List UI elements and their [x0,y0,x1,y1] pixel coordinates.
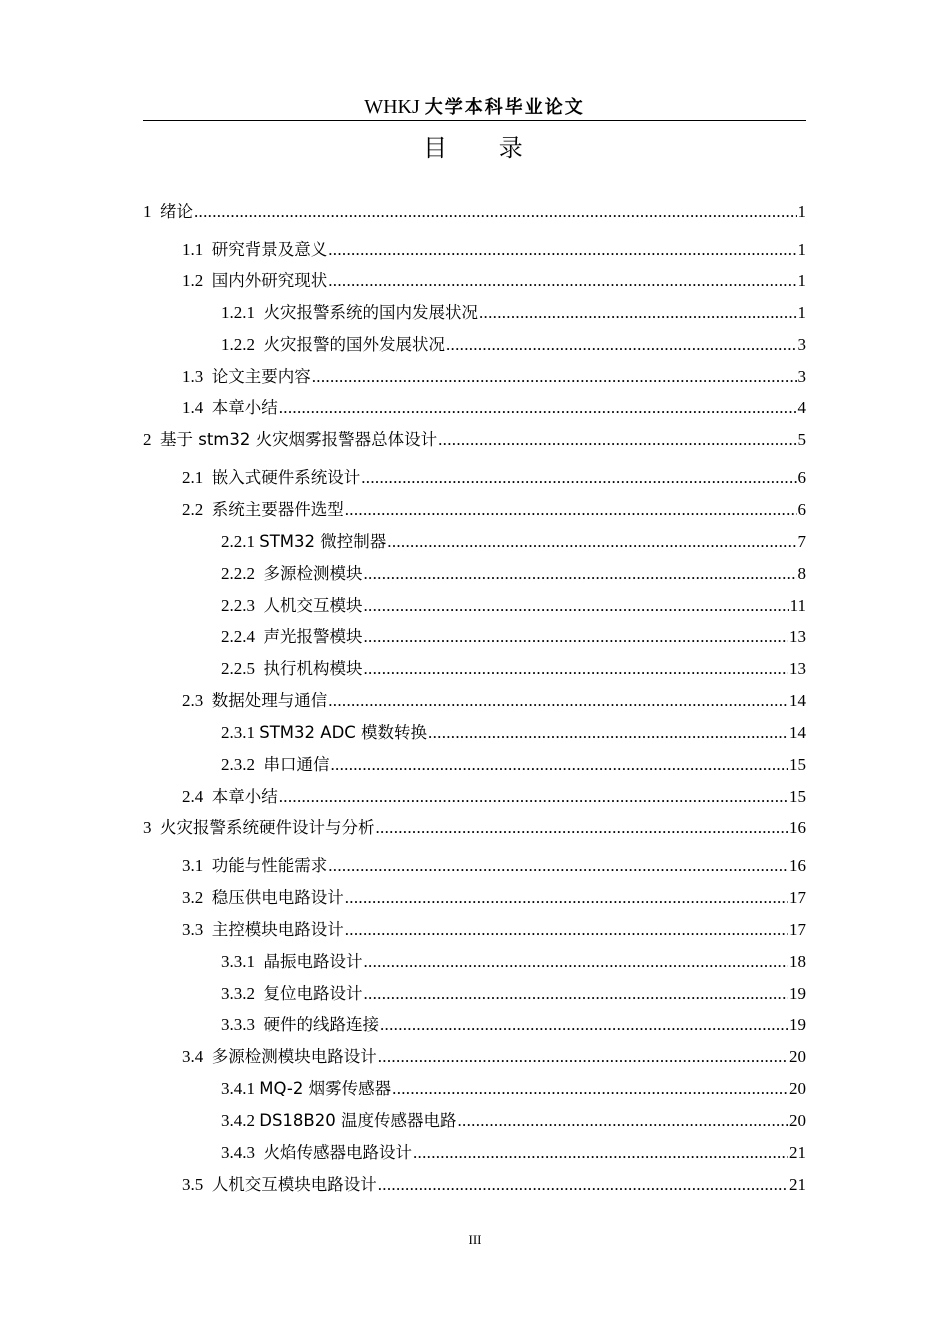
toc-entry[interactable] [221,302,806,324]
toc-leader [328,239,796,261]
toc-number: 3.3.3 [221,1015,255,1034]
toc-leader [364,658,789,680]
header-title: 大学本科毕业论文 [424,97,585,118]
toc-page: 15 [789,787,806,806]
toc-page: 18 [789,952,806,971]
toc-page: 4 [797,398,806,417]
toc-leader [378,1046,788,1068]
toc-leader [194,201,797,223]
toc-entry[interactable] [221,531,806,553]
toc-text: 数据处理与通信 [211,691,328,710]
toc-text: 执行机构模块 [263,659,363,678]
toc-leader [345,499,797,521]
toc-entry[interactable] [182,499,806,521]
toc-leader [428,722,788,744]
toc-number: 1.1 [182,240,204,259]
toc-number: 3.3.2 [221,984,255,1003]
toc-text: 人机交互模块电路设计 [211,1175,377,1194]
toc-number: 2.2.4 [221,627,255,646]
toc-text: 绪论 [160,202,193,221]
toc-text: 复位电路设计 [263,984,363,1003]
toc-entry[interactable] [182,786,806,808]
toc-number: 2.2.2 [221,564,255,583]
toc-text: 火灾报警系统硬件设计与分析 [160,818,375,837]
page-header [143,94,806,121]
toc-leader [380,1014,788,1036]
toc-text: 嵌入式硬件系统设计 [211,468,361,487]
toc-page: 17 [789,888,806,907]
toc-leader [345,919,788,941]
toc-entry[interactable] [182,270,806,292]
toc-entry[interactable] [182,855,806,877]
toc-page: 1 [797,271,806,290]
toc-entry[interactable] [221,334,806,356]
toc-number: 1.2.2 [221,335,255,354]
toc-number: 2.2.5 [221,659,255,678]
toc-page: 3 [797,335,806,354]
toc-page: 15 [789,755,806,774]
toc-text: 火灾报警系统的国内发展状况 [263,303,478,322]
toc-leader [413,1142,788,1164]
toc-entry[interactable] [182,366,806,388]
toc-number: 1.2 [182,271,204,290]
toc-text: 多源检测模块电路设计 [211,1047,377,1066]
toc-leader [364,951,789,973]
toc-text: STM32 微控制器 [259,532,387,551]
toc-page: 20 [789,1047,806,1066]
toc-number: 3.4.1 [221,1079,255,1098]
toc-leader [376,817,789,839]
toc-leader [279,786,788,808]
toc-number: 3 [143,818,152,837]
toc-page: 20 [789,1111,806,1130]
toc-number: 3.4.3 [221,1143,255,1162]
toc-leader [446,334,797,356]
toc-entry[interactable] [221,1110,806,1132]
toc-number: 2.1 [182,468,204,487]
toc-page: 16 [789,856,806,875]
toc-page: 6 [797,500,806,519]
toc-number: 3.2 [182,888,204,907]
toc-page: 1 [797,303,806,322]
toc-number: 2.4 [182,787,204,806]
toc-text: 多源检测模块 [263,564,363,583]
toc-number: 2.2 [182,500,204,519]
toc-leader [438,429,796,451]
toc-text: 主控模块电路设计 [211,920,344,939]
toc-text: 人机交互模块 [263,596,363,615]
toc-number: 2.2.1 [221,532,255,551]
toc-page: 19 [789,984,806,1003]
toc-entry[interactable] [182,239,806,261]
toc-entry[interactable] [182,690,806,712]
toc-entry[interactable] [221,1142,806,1164]
toc-page: 6 [797,468,806,487]
toc-page: 13 [789,627,806,646]
toc-number: 3.3.1 [221,952,255,971]
toc-number: 1.2.1 [221,303,255,322]
toc-page: 14 [789,691,806,710]
toc-text: 本章小结 [211,787,278,806]
toc-entry[interactable] [221,626,806,648]
toc-leader [279,397,797,419]
toc-text: DS18B20 温度传感器电路 [259,1111,457,1130]
toc-entry[interactable] [182,397,806,419]
toc-entry[interactable] [182,887,806,909]
toc-page: 16 [789,818,806,837]
toc-entry[interactable] [221,951,806,973]
toc-entry[interactable] [221,595,806,617]
toc-page: 14 [789,723,806,742]
page-number: III [468,1232,482,1247]
toc-number: 2.3 [182,691,204,710]
toc-leader [387,531,796,553]
toc-text: 硬件的线路连接 [263,1015,379,1034]
toc-page: 3 [797,367,806,386]
toc-entry[interactable] [221,983,806,1005]
toc-entry[interactable] [182,919,806,941]
toc-leader [364,983,789,1005]
toc-page: 5 [797,430,806,449]
toc-entry[interactable] [143,429,806,451]
toc-text: 火焰传感器电路设计 [263,1143,412,1162]
toc-text: 串口通信 [263,755,330,774]
toc-entry[interactable] [143,201,806,223]
toc-text: 本章小结 [211,398,278,417]
toc-entry[interactable] [221,722,806,744]
toc-entry[interactable] [182,1046,806,1068]
toc-text: 稳压供电电路设计 [211,888,344,907]
toc-entry[interactable] [182,467,806,489]
toc-leader [328,270,796,292]
toc-leader [361,467,796,489]
toc-number: 3.3 [182,920,204,939]
toc-page: 17 [789,920,806,939]
toc-leader [364,626,789,648]
toc-leader [312,366,797,388]
toc-page: 21 [789,1175,806,1194]
toc-text: 系统主要器件选型 [211,500,344,519]
toc-page: 19 [789,1015,806,1034]
toc-number: 1 [143,202,152,221]
header-prefix: WHKJ [364,96,420,118]
toc-leader [345,887,788,909]
toc-entry[interactable] [221,754,806,776]
toc-number: 1.3 [182,367,204,386]
toc-text: MQ-2 烟雾传感器 [259,1079,392,1098]
toc-text: 论文主要内容 [211,367,311,386]
toc-text: 晶振电路设计 [263,952,363,971]
toc-leader [331,754,789,776]
toc-number: 2.2.3 [221,596,255,615]
toc-number: 3.4 [182,1047,204,1066]
toc-entry[interactable] [182,1174,806,1196]
toc-entry[interactable] [221,1014,806,1036]
toc-page: 8 [797,564,806,583]
toc-page: 21 [789,1143,806,1162]
toc-text: STM32 ADC 模数转换 [259,723,428,742]
toc-number: 1.4 [182,398,204,417]
toc-number: 2 [143,430,152,449]
toc-page: 20 [789,1079,806,1098]
toc-page: 1 [797,240,806,259]
toc-number: 2.3.1 [221,723,255,742]
toc-text: 火灾报警的国外发展状况 [263,335,445,354]
toc-text: 研究背景及意义 [211,240,328,259]
toc-text: 功能与性能需求 [211,856,328,875]
toc-leader [392,1078,788,1100]
toc-entry[interactable] [221,563,806,585]
toc-text: 基于 stm32 火灾烟雾报警器总体设计 [160,430,438,449]
toc-entry[interactable] [221,658,806,680]
toc-number: 2.3.2 [221,755,255,774]
toc-page: 13 [789,659,806,678]
page-title: 目 录 [423,134,545,162]
toc-leader [328,690,788,712]
toc-number: 3.4.2 [221,1111,255,1130]
toc-leader [479,302,797,324]
toc-entry[interactable] [221,1078,806,1100]
toc-leader [364,563,797,585]
toc-text: 声光报警模块 [263,627,363,646]
toc-page: 1 [797,202,806,221]
toc-text: 国内外研究现状 [211,271,328,290]
toc-page: 7 [797,532,806,551]
toc-number: 3.1 [182,856,204,875]
toc-leader [364,595,789,617]
toc-leader [458,1110,789,1132]
toc-page: 11 [789,596,806,615]
toc-leader [378,1174,788,1196]
toc-number: 3.5 [182,1175,204,1194]
toc-leader [328,855,788,877]
toc-entry[interactable] [143,817,806,839]
